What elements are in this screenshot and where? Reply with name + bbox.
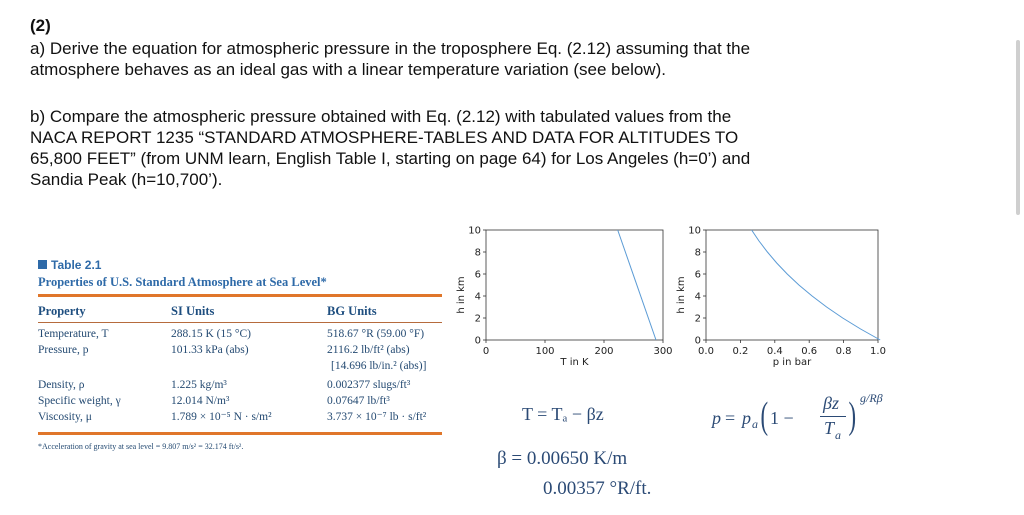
x-tick-label: 0.6 <box>801 346 818 357</box>
y-tick-label: 8 <box>694 247 701 259</box>
y-tick-label: 2 <box>694 313 701 325</box>
temperature-equation: T = Tₐ − βz <box>522 404 604 424</box>
header-si: SI Units <box>171 304 215 318</box>
y-tick-label: 6 <box>474 269 481 281</box>
beta-bg: 0.00357 °R/ft. <box>543 478 652 499</box>
x-tick-label: 300 <box>653 346 673 357</box>
cell-temperature-bg: 518.67 °R (59.00 °F) <box>327 328 425 340</box>
cell-temperature-si: 288.15 K (15 °C) <box>171 328 251 340</box>
cell-pressure-property: Pressure, p <box>38 344 89 356</box>
part-b-line-4: Sandia Peak (h=10,700’). <box>30 170 223 189</box>
question-number: (2) <box>30 16 51 35</box>
table-rule-top <box>38 294 442 297</box>
cell-density-property: Density, ρ <box>38 379 85 391</box>
table-caption: Properties of U.S. Standard Atmosphere at Sea Level* <box>38 275 327 289</box>
x-axis-label: T in K <box>560 357 589 368</box>
x-tick-label: 1.0 <box>870 346 886 357</box>
cell-density-bg: 0.002377 slugs/ft³ <box>327 379 411 391</box>
cell-pressure-si: 101.33 kPa (abs) <box>171 344 249 356</box>
cell-weight-property: Specific weight, γ <box>38 395 121 407</box>
x-tick-label: 100 <box>535 346 555 357</box>
y-tick-label: 10 <box>468 225 481 237</box>
cell-pressure-bg-extra: [14.696 lb/in.² (abs)] <box>331 360 427 372</box>
part-b-line-1: b) Compare the atmospheric pressure obtained with Eq. (2.12) with tabulated values from the <box>30 107 732 126</box>
cell-weight-si: 12.014 N/m³ <box>171 395 230 407</box>
pressure-chart <box>675 222 890 372</box>
cell-viscosity-si: 1.789 × 10⁻⁵ N · s/m² <box>171 411 272 423</box>
table-rule-header <box>38 322 442 323</box>
y-tick-label: 4 <box>474 291 481 303</box>
pressure-exponent: g/Rβ <box>860 391 883 405</box>
cell-viscosity-bg: 3.737 × 10⁻⁷ lb · s/ft² <box>327 411 427 423</box>
x-tick-label: 0.8 <box>835 346 852 357</box>
x-tick-label: 0.0 <box>698 346 714 357</box>
pressure-a-symbol: p <box>742 408 751 428</box>
series-line-T <box>618 230 656 340</box>
table-footnote: *Acceleration of gravity at sea level = 9.807 m/s² = 32.174 ft/s². <box>38 442 244 451</box>
x-axis-label: p in bar <box>772 357 812 368</box>
x-tick-label: 0.4 <box>766 346 783 357</box>
vertical-scrollbar[interactable] <box>1016 40 1020 215</box>
series-line-p <box>752 230 881 340</box>
header-bg: BG Units <box>327 304 377 318</box>
y-tick-label: 6 <box>694 269 701 281</box>
y-tick-label: 0 <box>694 335 701 347</box>
part-b-line-2: NACA REPORT 1235 “STANDARD ATMOSPHERE-TABLES AND DATA FOR ALTITUDES TO <box>30 128 739 147</box>
table-square-icon <box>38 260 47 269</box>
y-tick-label: 0 <box>474 335 481 347</box>
part-a-line-2: atmosphere behaves as an ideal gas with a linear temperature variation (see below). <box>30 60 666 79</box>
table-rule-bottom <box>38 432 442 435</box>
table-label: Table 2.1 <box>38 258 101 272</box>
pressure-equation: p = p a ( 1 − βz T a ) g/Rβ <box>712 391 883 442</box>
x-tick-label: 0.2 <box>732 346 749 357</box>
beta-si: β = 0.00650 K/m <box>497 448 628 469</box>
y-axis-label: h in km <box>676 276 687 314</box>
y-tick-label: 2 <box>474 313 481 325</box>
pressure-symbol: p <box>712 408 721 428</box>
x-tick-label: 0 <box>482 346 490 357</box>
cell-pressure-bg: 2116.2 lb/ft² (abs) <box>327 344 410 356</box>
y-tick-label: 8 <box>474 247 481 259</box>
cell-viscosity-property: Viscosity, μ <box>38 411 92 423</box>
header-property: Property <box>38 304 86 318</box>
cell-density-si: 1.225 kg/m³ <box>171 379 227 391</box>
y-tick-label: 4 <box>694 291 701 303</box>
part-a-line-1: a) Derive the equation for atmospheric pressure in the troposphere Eq. (2.12) assuming that the <box>30 39 751 58</box>
cell-weight-bg: 0.07647 lb/ft³ <box>327 395 390 407</box>
cell-temperature-property: Temperature, T <box>38 328 109 340</box>
x-tick-label: 200 <box>594 346 614 357</box>
temperature-chart <box>455 222 675 372</box>
part-b-line-3: 65,800 FEET” (from UNM learn, English Table I, starting on page 64) for Los Angeles (h=0’) and <box>30 149 751 168</box>
y-axis-label: h in km <box>456 276 467 314</box>
y-tick-label: 10 <box>688 225 701 237</box>
